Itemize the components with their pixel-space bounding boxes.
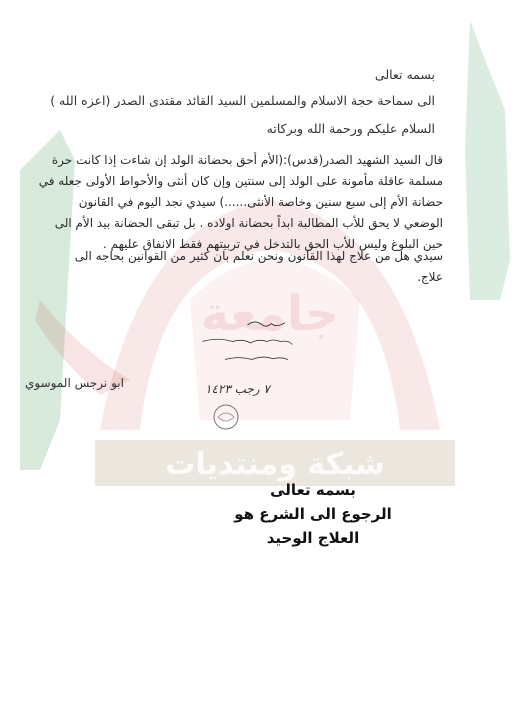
seal-stamp xyxy=(208,402,244,432)
paragraph-line: سيدي هل من علاج لهذا القانون ونحن نعلم بان كثير من القوانين بحاجه الى xyxy=(74,249,443,263)
letter-basmala: بسمه تعالى xyxy=(374,67,435,82)
letter-paragraph-1 xyxy=(23,150,443,255)
paragraph-line: قال السيد الشهيد الصدر(قدس):(الأم أحق بحضانة الولد إن شاءت إذا كانت حرة xyxy=(51,153,443,167)
watermark-emblem-text: جامعة xyxy=(200,286,340,342)
paragraph-line: الوضعي لا يحق للأب المطالبة ابداً بحضانة اولاده . بل تبقى الحضانة بيد الأم الى xyxy=(54,216,443,230)
paragraph-line: مسلمة عاقلة مأمونة على الولد إلى سنتين وإن كان أنثى والأحواط الأولى جعله في xyxy=(38,174,443,188)
handwritten-date: ٧ رجب ١٤٢٣ xyxy=(205,382,270,396)
handwritten-reply xyxy=(193,478,433,550)
paragraph-line: حين البلوغ وليس للأب الحق بالتدخل في تربيتهم فقط الانفاق عليهم . xyxy=(102,237,443,251)
sender-name: ابو نرجس الموسوي xyxy=(25,376,124,390)
reply-line: العلاج الوحيد xyxy=(266,529,360,547)
handwritten-signature xyxy=(180,300,330,380)
paragraph-line: علاج. xyxy=(417,270,443,284)
reply-line: بسمه تعالى xyxy=(270,481,356,499)
letter-paragraph-2 xyxy=(23,246,443,288)
letter-addressee: الى سماحة حجة الاسلام والمسلمين السيد القائد مقتدى الصدر (اعزه الله ) xyxy=(50,93,435,108)
letter-greeting: السلام عليكم ورحمة الله وبركاته xyxy=(266,121,435,136)
reply-line: الرجوع الى الشرع هو xyxy=(234,505,392,523)
paragraph-line: حضانة الأم إلى سبع سنين وخاصة الأنثى......) سيدي نجد اليوم في القانون xyxy=(78,195,443,209)
watermark-banner-text: شبكة ومنتديات xyxy=(165,447,385,482)
